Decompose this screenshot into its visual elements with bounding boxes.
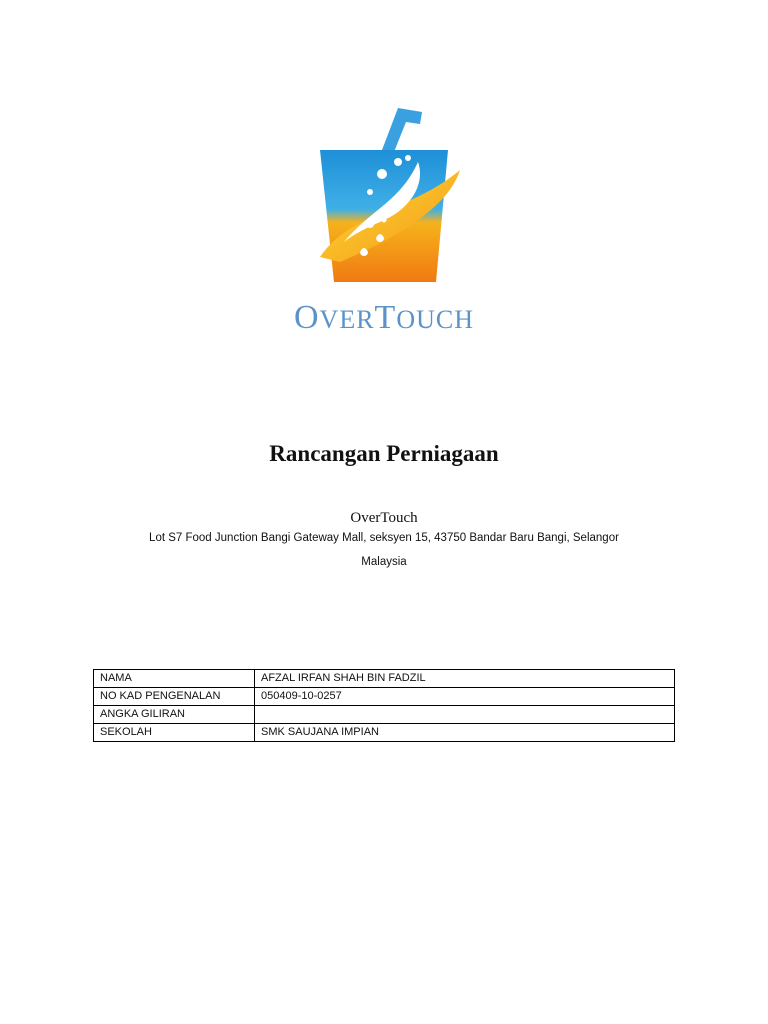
table-cell-label: ANGKA GILIRAN (94, 706, 255, 724)
address-line-1: Lot S7 Food Junction Bangi Gateway Mall, seksyen 15, 43750 Bandar Baru Bangi, Selangor (149, 532, 619, 544)
brand-cap-o: O (293, 299, 320, 336)
table-cell-label: NAMA (94, 670, 255, 688)
table-row (94, 670, 675, 688)
brand-rest-ouch: OUCH (396, 305, 474, 334)
document-title: Rancangan Perniagaan (269, 441, 499, 466)
table-cell-value: SMK SAUJANA IMPIAN (255, 724, 675, 742)
address-line-2: Malaysia (361, 556, 407, 568)
table-cell-value (255, 706, 675, 724)
table-cell-value: 050409-10-0257 (255, 688, 675, 706)
company-address (100, 526, 668, 574)
company-name: OverTouch (350, 510, 418, 526)
overtouch-cup-logo-icon (300, 92, 470, 292)
brand-rest-ver: VER (319, 305, 375, 334)
brand-cap-t: T (374, 299, 397, 336)
table-cell-value: AFZAL IRFAN SHAH BIN FADZIL (255, 670, 675, 688)
table-row (94, 706, 675, 724)
student-info-table (93, 669, 675, 742)
table-row (94, 724, 675, 742)
table-row (94, 688, 675, 706)
brand-wordmark (0, 300, 768, 338)
table-cell-label: SEKOLAH (94, 724, 255, 742)
table-cell-label: NO KAD PENGENALAN (94, 688, 255, 706)
